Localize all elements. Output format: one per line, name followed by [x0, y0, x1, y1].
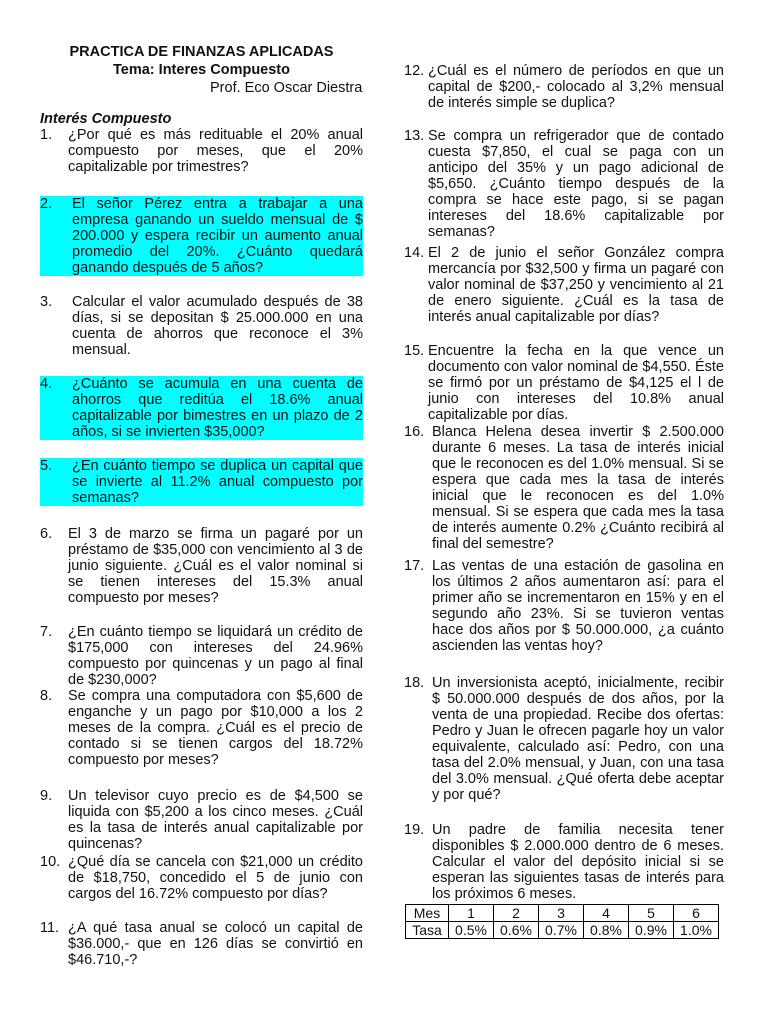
question-13: [404, 128, 724, 240]
question-12: [404, 63, 724, 111]
question-number: 15.: [404, 343, 425, 359]
rate-table-cell: 2: [494, 905, 539, 922]
rate-table-cell: 0.5%: [449, 922, 494, 939]
rate-table-cell: 4: [584, 905, 629, 922]
question-19: [404, 822, 724, 902]
question-17: [404, 558, 724, 654]
question-number: 1.: [40, 127, 53, 143]
rate-table-cell: 0.8%: [584, 922, 629, 939]
question-text: Las ventas de una estación de gasolina en los últimos 2 años aumentaron así: para el primer año se incrementaron en 15% y en el segundo año 23%. Si se tuvieron ventas hace dos años por $ 50.000.000, ¿a cuánto ascienden las ventas hoy?: [432, 558, 724, 654]
question-text: El 3 de marzo se firma un pagaré por un préstamo de $35,000 con vencimiento al 3 de junio siguiente. ¿Cuál es el valor nominal si se tienen intereses del 15.3% anual compuesto por meses?: [68, 526, 363, 606]
question-text: ¿Cuál es el número de períodos en que un capital de $200,- colocado al 3,2% mensual de interés simple se duplica?: [428, 63, 724, 111]
question-4: [40, 376, 363, 440]
question-16: [404, 424, 724, 552]
rate-table-cell: 0.7%: [539, 922, 584, 939]
question-15: [404, 343, 724, 423]
rate-table-cell: 5: [629, 905, 674, 922]
question-text: Blanca Helena desea invertir $ 2.500.000 durante 6 meses. La tasa de interés inicial que le reconocen es del 1.0% mensual. Si se espera que cada mes la tasa de interés inicial que le reconocen es del 1.0% mensual. Si se espera que cada mes la tasa de interés aumente 0.2% ¿Cuánto recibirá al final del semestre?: [432, 424, 724, 552]
question-number: 5.: [40, 458, 53, 474]
question-6: [40, 526, 363, 606]
rate-table-cell: 6: [674, 905, 719, 922]
rate-table-cell: 1: [449, 905, 494, 922]
question-number: 9.: [40, 788, 53, 804]
question-text: ¿En cuánto tiempo se liquidará un crédito de $175,000 con intereses del 24.96% compuesto por quincenas y un pago al final de $230,000?: [68, 624, 363, 688]
question-number: 11.: [40, 920, 60, 936]
question-text: ¿Por qué es más redituable el 20% anual compuesto por meses, que el 20% capitalizable por trimestres?: [68, 127, 363, 175]
question-number: 13.: [404, 128, 425, 144]
question-11: [40, 920, 363, 968]
rate-table-header-row: [406, 905, 719, 922]
question-number: 6.: [40, 526, 53, 542]
question-text: El 2 de junio el señor González compra mercancía por $32,500 y firma un pagaré con valor nominal de $37,250 y vencimiento al 21 de enero siguiente. ¿Cuál es la tasa de interés anual capitalizable por días?: [428, 245, 724, 325]
question-text: Encuentre la fecha en la que vence un documento con valor nominal de $4,550. Éste se firmó por un préstamo de $4,125 el l de junio con intereses del 10.8% anual capitalizable por días.: [428, 343, 724, 423]
question-number: 8.: [40, 688, 53, 704]
question-text: ¿En cuánto tiempo se duplica un capital que se invierte al 11.2% anual compuesto por semanas?: [72, 458, 363, 506]
question-5: [40, 458, 363, 506]
question-3: [40, 294, 363, 358]
question-number: 10.: [40, 854, 61, 870]
rate-table-cell: 0.6%: [494, 922, 539, 939]
question-number: 3.: [40, 294, 53, 310]
question-text: Un televisor cuyo precio es de $4,500 se liquida con $5,200 a los cinco meses. ¿Cuál es la tasa de interés anual capitalizable por quincenas?: [68, 788, 363, 852]
question-number: 14.: [404, 245, 425, 261]
question-text: ¿A qué tasa anual se colocó un capital de $36.000,- que en 126 días se convirtió en $46.710,-?: [68, 920, 363, 968]
rate-table-data-row: [406, 922, 719, 939]
rate-table-cell: 1.0%: [674, 922, 719, 939]
question-8: [40, 688, 363, 768]
question-10: [40, 854, 363, 902]
question-text: Un padre de familia necesita tener disponibles $ 2.000.000 dentro de 6 meses. Calcular el valor del depósito inicial si se esperan las siguientes tasas de interés para los próximos 6 meses.: [432, 822, 724, 902]
question-7: [40, 624, 363, 688]
question-text: Un inversionista aceptó, inicialmente, recibir $ 50.000.000 después de dos años, por la venta de una propiedad. Recibe dos ofertas: Pedro y Juan le ofrecen pagarle hoy un valor equivalente, calculado así: Pedro, con una tasa del 2.0% mensual, y Juan, con una tasa del 3.0% mensual. ¿Qué oferta debe aceptar y por qué?: [432, 675, 724, 803]
question-number: 16.: [404, 424, 425, 440]
question-number: 19.: [404, 822, 425, 838]
professor-name: Prof. Eco Oscar Diestra: [210, 80, 363, 96]
question-number: 2.: [40, 196, 53, 212]
question-text: Se compra una computadora con $5,600 de enganche y un pago por $10,000 a los 2 meses de la compra. ¿Cuál es el precio de contado si se tienen cargos del 18.72% compuesto por meses?: [68, 688, 363, 768]
question-18: [404, 675, 724, 803]
question-number: 7.: [40, 624, 53, 640]
question-text: ¿Cuánto se acumula en una cuenta de ahorros que reditúa el 18.6% anual capitalizable por bimestres en un plazo de 2 años, si se invierten $35,000?: [72, 376, 363, 440]
document-title: PRACTICA DE FINANZAS APLICADAS: [69, 44, 334, 60]
question-number: 12.: [404, 63, 425, 79]
rate-table-cell: 3: [539, 905, 584, 922]
rate-table-cell: Tasa: [406, 922, 449, 939]
question-text: El señor Pérez entra a trabajar a una empresa ganando un sueldo mensual de $ 200.000 y espera recibir un aumento anual promedio del 20%. ¿Cuánto quedará ganando después de 5 años?: [72, 196, 363, 276]
rate-table-cell: 0.9%: [629, 922, 674, 939]
question-14: [404, 245, 724, 325]
section-title: Interés Compuesto: [40, 111, 172, 127]
document-topic: Tema: Interes Compuesto: [113, 62, 290, 78]
question-9: [40, 788, 363, 852]
question-1: [40, 127, 363, 175]
rate-table: [405, 904, 719, 939]
question-number: 4.: [40, 376, 53, 392]
question-number: 18.: [404, 675, 425, 691]
question-text: Se compra un refrigerador que de contado cuesta $7,850, el cual se paga con un anticipo del 35% y un pago adicional de $5,650. ¿Cuánto tiempo después de la compra se hace este pago, si se pagan intereses del 18.6% capitalizable por semanas?: [428, 128, 724, 240]
question-text: Calcular el valor acumulado después de 38 días, si se depositan $ 25.000.000 en una cuenta de ahorros que reconoce el 3% mensual.: [72, 294, 363, 358]
question-2: [40, 196, 363, 276]
rate-table-cell: Mes: [406, 905, 449, 922]
question-text: ¿Qué día se cancela con $21,000 un crédito de $18,750, concedido el 5 de junio con cargos del 16.72% compuesto por días?: [68, 854, 363, 902]
question-number: 17.: [404, 558, 425, 574]
